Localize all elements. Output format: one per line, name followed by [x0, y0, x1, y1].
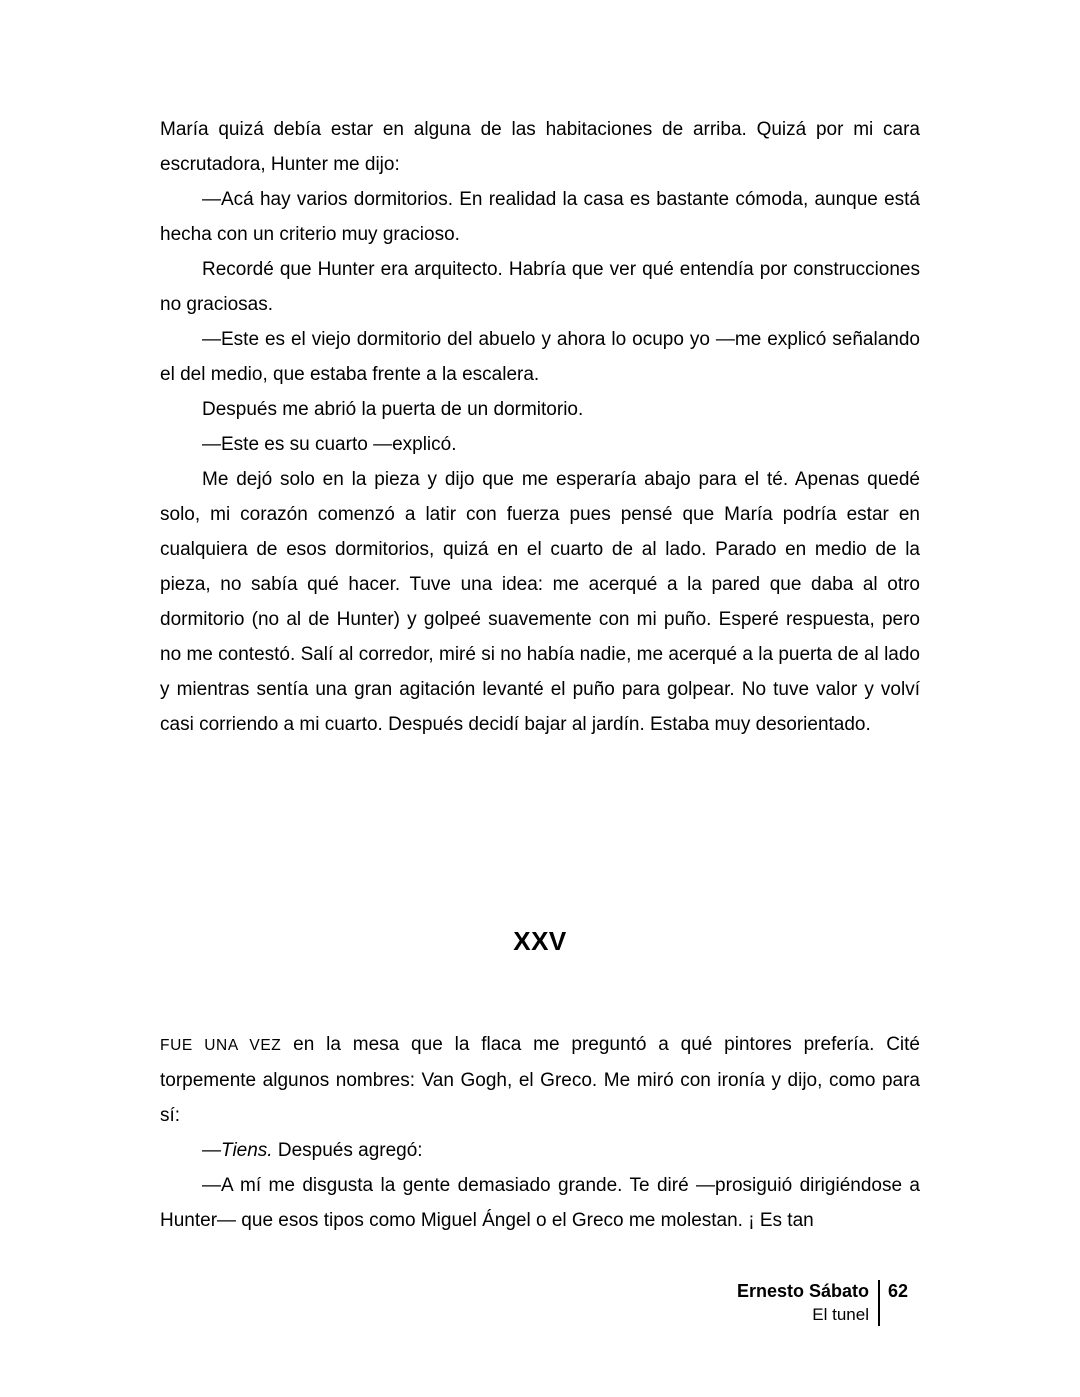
footer-page-number: 62	[887, 1281, 908, 1301]
paragraph	[160, 392, 920, 427]
paragraph	[160, 1168, 920, 1238]
text-segment: Tiens.	[221, 1140, 273, 1161]
page-footer	[737, 1280, 908, 1326]
footer-book-title: El tunel	[812, 1305, 869, 1324]
text-segment: —Este es el viejo dormitorio del abuelo y ahora lo ocupo yo —me explicó señalando el del medio, que estaba frente a la escalera.	[160, 329, 920, 385]
paragraph	[160, 182, 920, 252]
text-segment: —	[202, 1140, 221, 1161]
text-segment: en la mesa que la flaca me preguntó a qué pintores prefería. Cité torpemente algunos nombres: Van Gogh, el Greco. Me miró con ironía y dijo, como para sí:	[160, 1034, 920, 1126]
text-segment: FUE UNA VEZ	[160, 1037, 282, 1054]
paragraph	[160, 1133, 920, 1168]
paragraph	[160, 252, 920, 322]
page-content	[160, 112, 920, 1238]
paragraph	[160, 427, 920, 462]
text-section-before-heading	[160, 112, 920, 742]
text-segment: —Este es su cuarto —explicó.	[202, 434, 457, 455]
text-segment: Después me abrió la puerta de un dormitorio.	[202, 399, 584, 420]
paragraph	[160, 322, 920, 392]
text-segment: Me dejó solo en la pieza y dijo que me esperaría abajo para el té. Apenas quedé solo, mi corazón comenzó a latir con fuerza pues pensé que María podría estar en cualquiera de esos dormitorios, quizá en el cuarto de al lado. Parado en medio de la pieza, no sabía qué hacer. Tuve una idea: me acerqué a la pared que daba al otro dormitorio (no al de Hunter) y golpeé suavemente con mi puño. Esperé respuesta, pero no me contestó. Salí al corredor, miré si no había nadie, me acerqué a la puerta de al lado y mientras sentía una gran agitación levanté el puño para golpear. No tuve valor y volví casi corriendo a mi cuarto. Después decidí bajar al jardín. Estaba muy desorientado.	[160, 469, 920, 735]
text-segment: María quizá debía estar en alguna de las habitaciones de arriba. Quizá por mi cara escrutadora, Hunter me dijo:	[160, 119, 920, 175]
paragraph	[160, 1027, 920, 1133]
paragraph	[160, 462, 920, 742]
paragraph	[160, 112, 920, 182]
footer-author: Ernesto Sábato	[736, 1281, 869, 1301]
text-section-after-heading	[160, 1027, 920, 1238]
footer-text-block	[737, 1280, 878, 1326]
text-segment: Después agregó:	[272, 1140, 423, 1161]
text-segment: Recordé que Hunter era arquitecto. Habría que ver qué entendía por construcciones no graciosas.	[160, 259, 920, 315]
chapter-heading: XXV	[513, 926, 567, 956]
text-segment: —A mí me disgusta la gente demasiado grande. Te diré —prosiguió dirigiéndose a Hunter— que esos tipos como Miguel Ángel o el Greco me molestan. ¡ Es tan	[160, 1175, 920, 1231]
text-segment: —Acá hay varios dormitorios. En realidad la casa es bastante cómoda, aunque está hecha con un criterio muy gracioso.	[160, 189, 920, 245]
